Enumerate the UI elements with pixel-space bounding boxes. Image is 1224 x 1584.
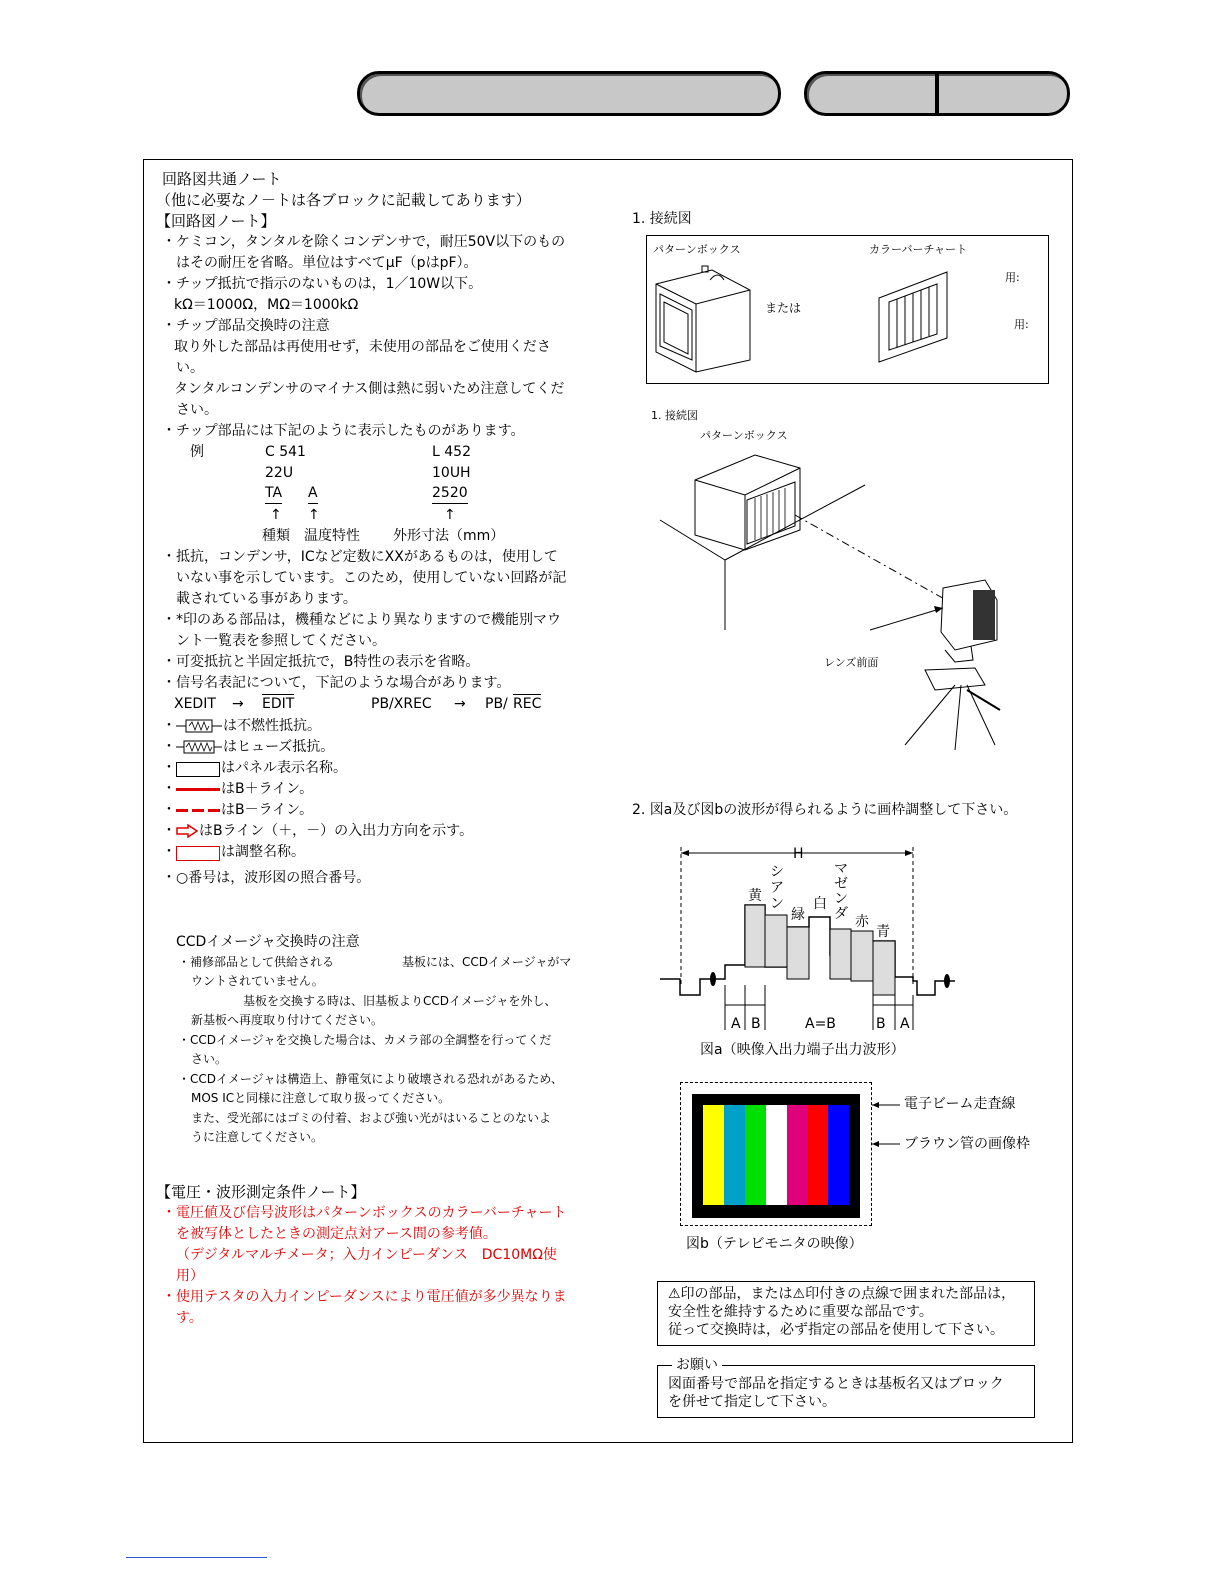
request-title: お願い bbox=[672, 1355, 722, 1376]
bar-label-blue: 青 bbox=[876, 924, 890, 940]
colorbar-green bbox=[745, 1105, 766, 1205]
figure-b-caption: 図b（テレビモニタの映像） bbox=[686, 1236, 863, 1252]
bar-label-green: 緑 bbox=[791, 907, 805, 923]
note-line: ・*印のある部品は，機種などにより異なりますので機能別マウ bbox=[162, 612, 561, 628]
example-l452: L 452 bbox=[432, 444, 471, 460]
pattern-box-label-2: パターンボックス bbox=[700, 429, 788, 442]
use-label: 用: bbox=[1014, 318, 1029, 331]
symbol-desc: は不燃性抵抗。 bbox=[223, 718, 321, 734]
note-line: ・チップ部品には下記のように表示したものがあります。 bbox=[162, 423, 525, 439]
note-line: ・可変抵抗と半固定抵抗で，B特性の表示を省略。 bbox=[162, 654, 480, 670]
note-line: い。 bbox=[176, 360, 204, 376]
example-22u: 22U bbox=[265, 465, 294, 481]
bullet: ・ bbox=[162, 781, 176, 797]
braun-label: ブラウン管の画像枠 bbox=[904, 1136, 1030, 1152]
request-line: を併せて指定して下さい。 bbox=[668, 1394, 836, 1410]
symbol-desc: はB－ライン。 bbox=[221, 802, 314, 818]
beam-pointer-arrows bbox=[868, 1098, 908, 1148]
ccd-line: さい。 bbox=[191, 1052, 228, 1066]
label-a: A bbox=[900, 1016, 910, 1032]
symbol-desc: はBライン（＋，－）の入出力方向を示す。 bbox=[199, 823, 474, 839]
symbol-desc: は調整名称。 bbox=[221, 844, 305, 860]
panel-name-icon bbox=[176, 762, 220, 777]
label-b: B bbox=[751, 1016, 761, 1032]
bullet: ・ bbox=[162, 718, 176, 734]
bar-label-yellow: 黄 bbox=[748, 888, 762, 904]
bullet: ・ bbox=[162, 823, 176, 839]
signal-arrow: → bbox=[232, 696, 244, 712]
colorbar-chart-label: カラーバーチャート bbox=[869, 243, 968, 256]
lens-front-label: レンズ前面 bbox=[824, 656, 879, 669]
voltage-line: す。 bbox=[176, 1310, 203, 1326]
example-kind: 種類 bbox=[262, 528, 290, 544]
waveform-h-label: H bbox=[793, 846, 804, 862]
colorbar-chart-drawing bbox=[875, 268, 955, 364]
signal-edit: EDIT bbox=[262, 696, 295, 712]
bline-direction-arrow-icon bbox=[176, 824, 198, 838]
monitor-screen bbox=[692, 1094, 860, 1218]
note-line: kΩ＝1000Ω，MΩ＝1000kΩ bbox=[174, 297, 359, 313]
colorbar-magenta bbox=[787, 1105, 808, 1205]
ccd-line: MOS ICと同様に注意して取り扱ってください。 bbox=[191, 1091, 451, 1105]
note-line: ・チップ部品交換時の注意 bbox=[162, 318, 330, 334]
adjust-title: 2. 図a及び図bの波形が得られるように画枠調整して下さい。 bbox=[632, 802, 1018, 818]
voltage-line: （デジタルマルチメータ；入力インピーダンス DC10MΩ使 bbox=[176, 1247, 557, 1263]
footer-link-line[interactable] bbox=[126, 1557, 267, 1558]
camera-setup-drawing bbox=[655, 440, 1005, 750]
example-c541: C 541 bbox=[265, 444, 306, 460]
bminus-line-icon bbox=[176, 809, 220, 812]
note-line: ・信号名表記について，下記のような場合があります。 bbox=[162, 675, 511, 691]
bullet: ・ bbox=[162, 802, 176, 818]
bar-label-white: 白 bbox=[813, 896, 827, 912]
or-label: または bbox=[765, 301, 802, 315]
colorbar-white bbox=[766, 1105, 787, 1205]
bullet: ・ bbox=[162, 844, 176, 860]
note-line: ・チップ抵抗で指示のないものは，1／10W以下。 bbox=[162, 276, 483, 292]
colorbar-yellow bbox=[703, 1105, 724, 1205]
header-model-divider bbox=[935, 74, 939, 113]
signal-rec: REC bbox=[513, 696, 542, 712]
pattern-box-drawing bbox=[650, 260, 760, 375]
note-line: ・抵抗，コンデンサ，ICなど定数にXXがあるものは，使用して bbox=[162, 549, 558, 565]
label-a-eq-b: A=B bbox=[805, 1016, 836, 1032]
notes-title: 回路図共通ノート bbox=[162, 170, 282, 188]
request-line: 図面番号で部品を指定するときは基板名又はブロック bbox=[668, 1376, 1004, 1392]
notes-subtitle: （他に必要なノ－トは各ブロックに記載してあります） bbox=[156, 191, 531, 209]
note-line: ・○番号は，波形図の照合番号。 bbox=[162, 870, 371, 886]
example-10uh: 10UH bbox=[432, 465, 471, 481]
adjustment-name-icon bbox=[176, 846, 220, 861]
symbol-desc: はB＋ライン。 bbox=[221, 781, 314, 797]
note-line: ・ケミコン，タンタルを除くコンデンサで，耐圧50V以下のもの bbox=[162, 234, 566, 250]
bullet: ・ bbox=[162, 739, 176, 755]
bar-label-magenta: マゼンダ bbox=[834, 861, 848, 922]
signal-xedit: XEDIT bbox=[174, 696, 216, 712]
colorbar-area bbox=[703, 1105, 849, 1205]
example-size: 外形寸法（mm） bbox=[393, 528, 505, 544]
warning-line: 安全性を維持するために重要な部品です。 bbox=[668, 1304, 933, 1320]
bar-label-cyan: シアン bbox=[770, 864, 784, 912]
warning-line: 従って交換時は，必ず指定の部品を使用して下さい。 bbox=[668, 1322, 1004, 1338]
note-line: はその耐圧を省略。単位はすべてμF（pはpF）。 bbox=[176, 255, 478, 271]
note-line: 取り外した部品は再使用せず，未使用の部品をご使用くださ bbox=[174, 339, 551, 355]
colorbar-blue bbox=[828, 1105, 849, 1205]
ccd-line: ・補修部品として供給される bbox=[178, 955, 335, 969]
ccd-line: また、受光部にはゴミの付着、および強い光がはいることのないよ bbox=[191, 1111, 552, 1125]
ccd-line: うに注意してください。 bbox=[191, 1130, 324, 1144]
example-ta: TA bbox=[265, 484, 282, 504]
colorbar-cyan bbox=[724, 1105, 745, 1205]
beam-label: 電子ビーム走査線 bbox=[904, 1096, 1016, 1112]
ccd-line: 基板を交換する時は、旧基板よりCCDイメージャを外し、 bbox=[243, 994, 557, 1008]
example-temp: 温度特性 bbox=[304, 528, 360, 544]
fuse-resistor-icon bbox=[176, 740, 222, 754]
example-label: 例 bbox=[190, 444, 204, 460]
symbol-desc: はヒューズ抵抗。 bbox=[223, 739, 335, 755]
note-line: 載されている事があります。 bbox=[176, 591, 357, 607]
note-line: ント一覧表を参照してください。 bbox=[176, 633, 386, 649]
header-model-bar bbox=[804, 71, 1070, 116]
signal-pb: PB/ bbox=[485, 696, 508, 712]
ccd-line: 基板には、CCDイメージャがマ bbox=[402, 955, 572, 969]
signal-pbxrec: PB/XREC bbox=[371, 696, 432, 712]
ccd-title: CCDイメージャ交換時の注意 bbox=[176, 934, 360, 950]
note-line: いない事を示しています。このため，使用していない回路が記 bbox=[176, 570, 567, 586]
voltage-line: を被写体としたときの測定点対アース間の参考値。 bbox=[176, 1226, 497, 1242]
arrow-up: ↑ bbox=[308, 507, 320, 523]
voltage-line: ・電圧値及び信号波形はパターンボックスのカラーバーチャート bbox=[162, 1205, 567, 1221]
bullet: ・ bbox=[162, 760, 176, 776]
header-title-bar bbox=[357, 71, 781, 116]
voltage-line: 用） bbox=[176, 1268, 204, 1284]
connection-title-2: 1. 接続図 bbox=[651, 409, 698, 422]
ccd-line: ・CCDイメージャを交換した場合は、カメラ部の全調整を行ってくだ bbox=[178, 1033, 552, 1047]
use-label: 用: bbox=[1005, 271, 1020, 284]
colorbar-red bbox=[808, 1105, 828, 1205]
nonflammable-resistor-icon bbox=[176, 719, 222, 733]
connection-title: 1. 接続図 bbox=[632, 211, 692, 227]
ccd-line: 新基板へ再度取り付けてください。 bbox=[191, 1013, 384, 1027]
warning-line: ⚠印の部品，または⚠印付きの点線で囲まれた部品は， bbox=[668, 1286, 1016, 1302]
label-b: B bbox=[876, 1016, 886, 1032]
bar-label-red: 赤 bbox=[855, 914, 869, 930]
arrow-up: ↑ bbox=[270, 507, 282, 523]
ccd-line: ・CCDイメージャは構造上、静電気により破壊される恐れがあるため、 bbox=[178, 1072, 563, 1086]
signal-arrow: → bbox=[454, 696, 466, 712]
voltage-title: 【電圧・波形測定条件ノート】 bbox=[156, 1183, 366, 1201]
ccd-line: ウントされていません。 bbox=[191, 974, 324, 988]
pattern-box-label: パターンボックス bbox=[653, 243, 741, 256]
arrow-up: ↑ bbox=[444, 507, 456, 523]
voltage-line: ・使用テスタの入力インピーダンスにより電圧値が多少異なりま bbox=[162, 1289, 567, 1305]
bplus-line-icon bbox=[176, 788, 220, 791]
note-line: さい。 bbox=[176, 402, 218, 418]
symbol-desc: はパネル表示名称。 bbox=[221, 760, 347, 776]
example-a: A bbox=[308, 484, 318, 504]
label-a: A bbox=[731, 1016, 741, 1032]
example-2520: 2520 bbox=[432, 484, 468, 504]
note-line: タンタルコンデンサのマイナス側は熱に弱いため注意してくだ bbox=[174, 381, 565, 397]
section-circuit-notes: 【回路図ノート】 bbox=[156, 212, 276, 230]
figure-a-caption: 図a（映像入出力端子出力波形） bbox=[700, 1042, 905, 1058]
